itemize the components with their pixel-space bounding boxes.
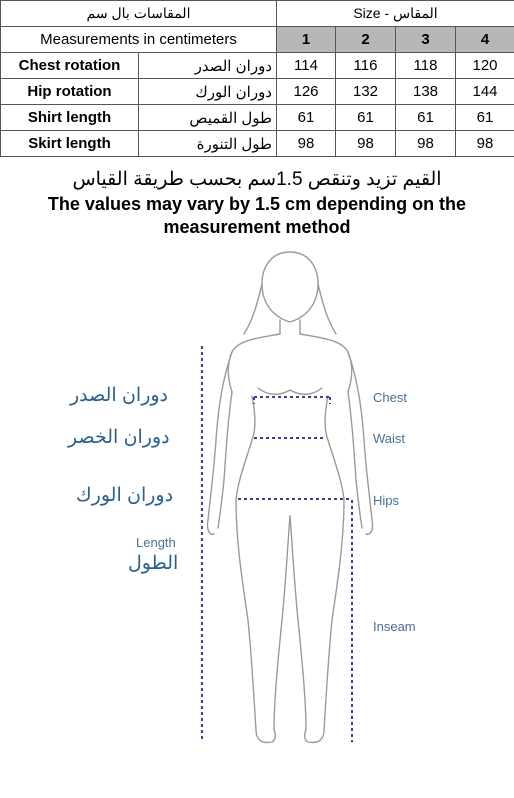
label-waist-english: Waist <box>373 431 406 446</box>
table-cell: 118 <box>396 53 456 79</box>
table-cell: 61 <box>396 105 456 131</box>
label-inseam-english: Inseam <box>373 619 416 634</box>
table-cell: 98 <box>336 131 396 157</box>
note-english: The values may vary by 1.5 cm depending on the measurement method <box>47 194 467 237</box>
row-label-en: Shirt length <box>1 105 139 131</box>
table-cell: 144 <box>456 79 514 105</box>
table-cell: 98 <box>277 131 336 157</box>
label-length-english: Length <box>136 535 176 550</box>
row-label-en: Skirt length <box>1 131 139 157</box>
table-header-arabic: المقاسات بال سم <box>1 1 277 27</box>
table-header-size: Size - المقاس <box>277 1 514 27</box>
table-cell: 132 <box>336 79 396 105</box>
table-header-row <box>1 1 514 27</box>
row-label-en: Hip rotation <box>1 79 139 105</box>
table-cell: 61 <box>456 105 514 131</box>
table-cell: 126 <box>277 79 336 105</box>
figure-left-leg <box>236 500 290 743</box>
figure-head <box>262 252 318 322</box>
figure-right-leg <box>290 500 344 743</box>
row-label-ar: طول القميص <box>139 105 277 131</box>
row-label-en: Chest rotation <box>1 53 139 79</box>
table-cell: 120 <box>456 53 514 79</box>
table-cell: 116 <box>336 53 396 79</box>
table-row <box>1 79 514 105</box>
table-subheader-row <box>1 27 514 53</box>
figure-waist <box>236 396 344 500</box>
row-label-ar: دوران الورك <box>139 79 277 105</box>
table-cell: 61 <box>336 105 396 131</box>
row-label-ar: دوران الصدر <box>139 53 277 79</box>
table-row <box>1 131 514 157</box>
size-chart-table <box>0 0 514 157</box>
table-cell: 138 <box>396 79 456 105</box>
figure-hair <box>244 284 336 334</box>
label-length-arabic: الطول <box>128 553 179 574</box>
size-3-header: 3 <box>396 27 456 53</box>
label-hips-english: Hips <box>373 493 400 508</box>
figure-torso <box>228 334 352 392</box>
size-1-header: 1 <box>277 27 336 53</box>
figure-chest-line <box>258 388 322 394</box>
size-4-header: 4 <box>456 27 514 53</box>
label-hips-arabic: دوران الورك <box>76 485 174 506</box>
size-2-header: 2 <box>336 27 396 53</box>
table-row <box>1 105 514 131</box>
row-label-ar: طول التنورة <box>139 131 277 157</box>
note-arabic: القيم تزيد وتنقص 1.5سم بحسب طريقة القياس <box>72 169 442 190</box>
table-subheader: Measurements in centimeters <box>1 27 277 53</box>
table-cell: 114 <box>277 53 336 79</box>
table-cell: 98 <box>456 131 514 157</box>
table-row <box>1 53 514 79</box>
label-chest-english: Chest <box>373 390 407 405</box>
table-cell: 98 <box>396 131 456 157</box>
label-chest-arabic: دوران الصدر <box>70 385 169 406</box>
table-cell: 61 <box>277 105 336 131</box>
label-waist-arabic: دوران الخصر <box>68 427 170 448</box>
